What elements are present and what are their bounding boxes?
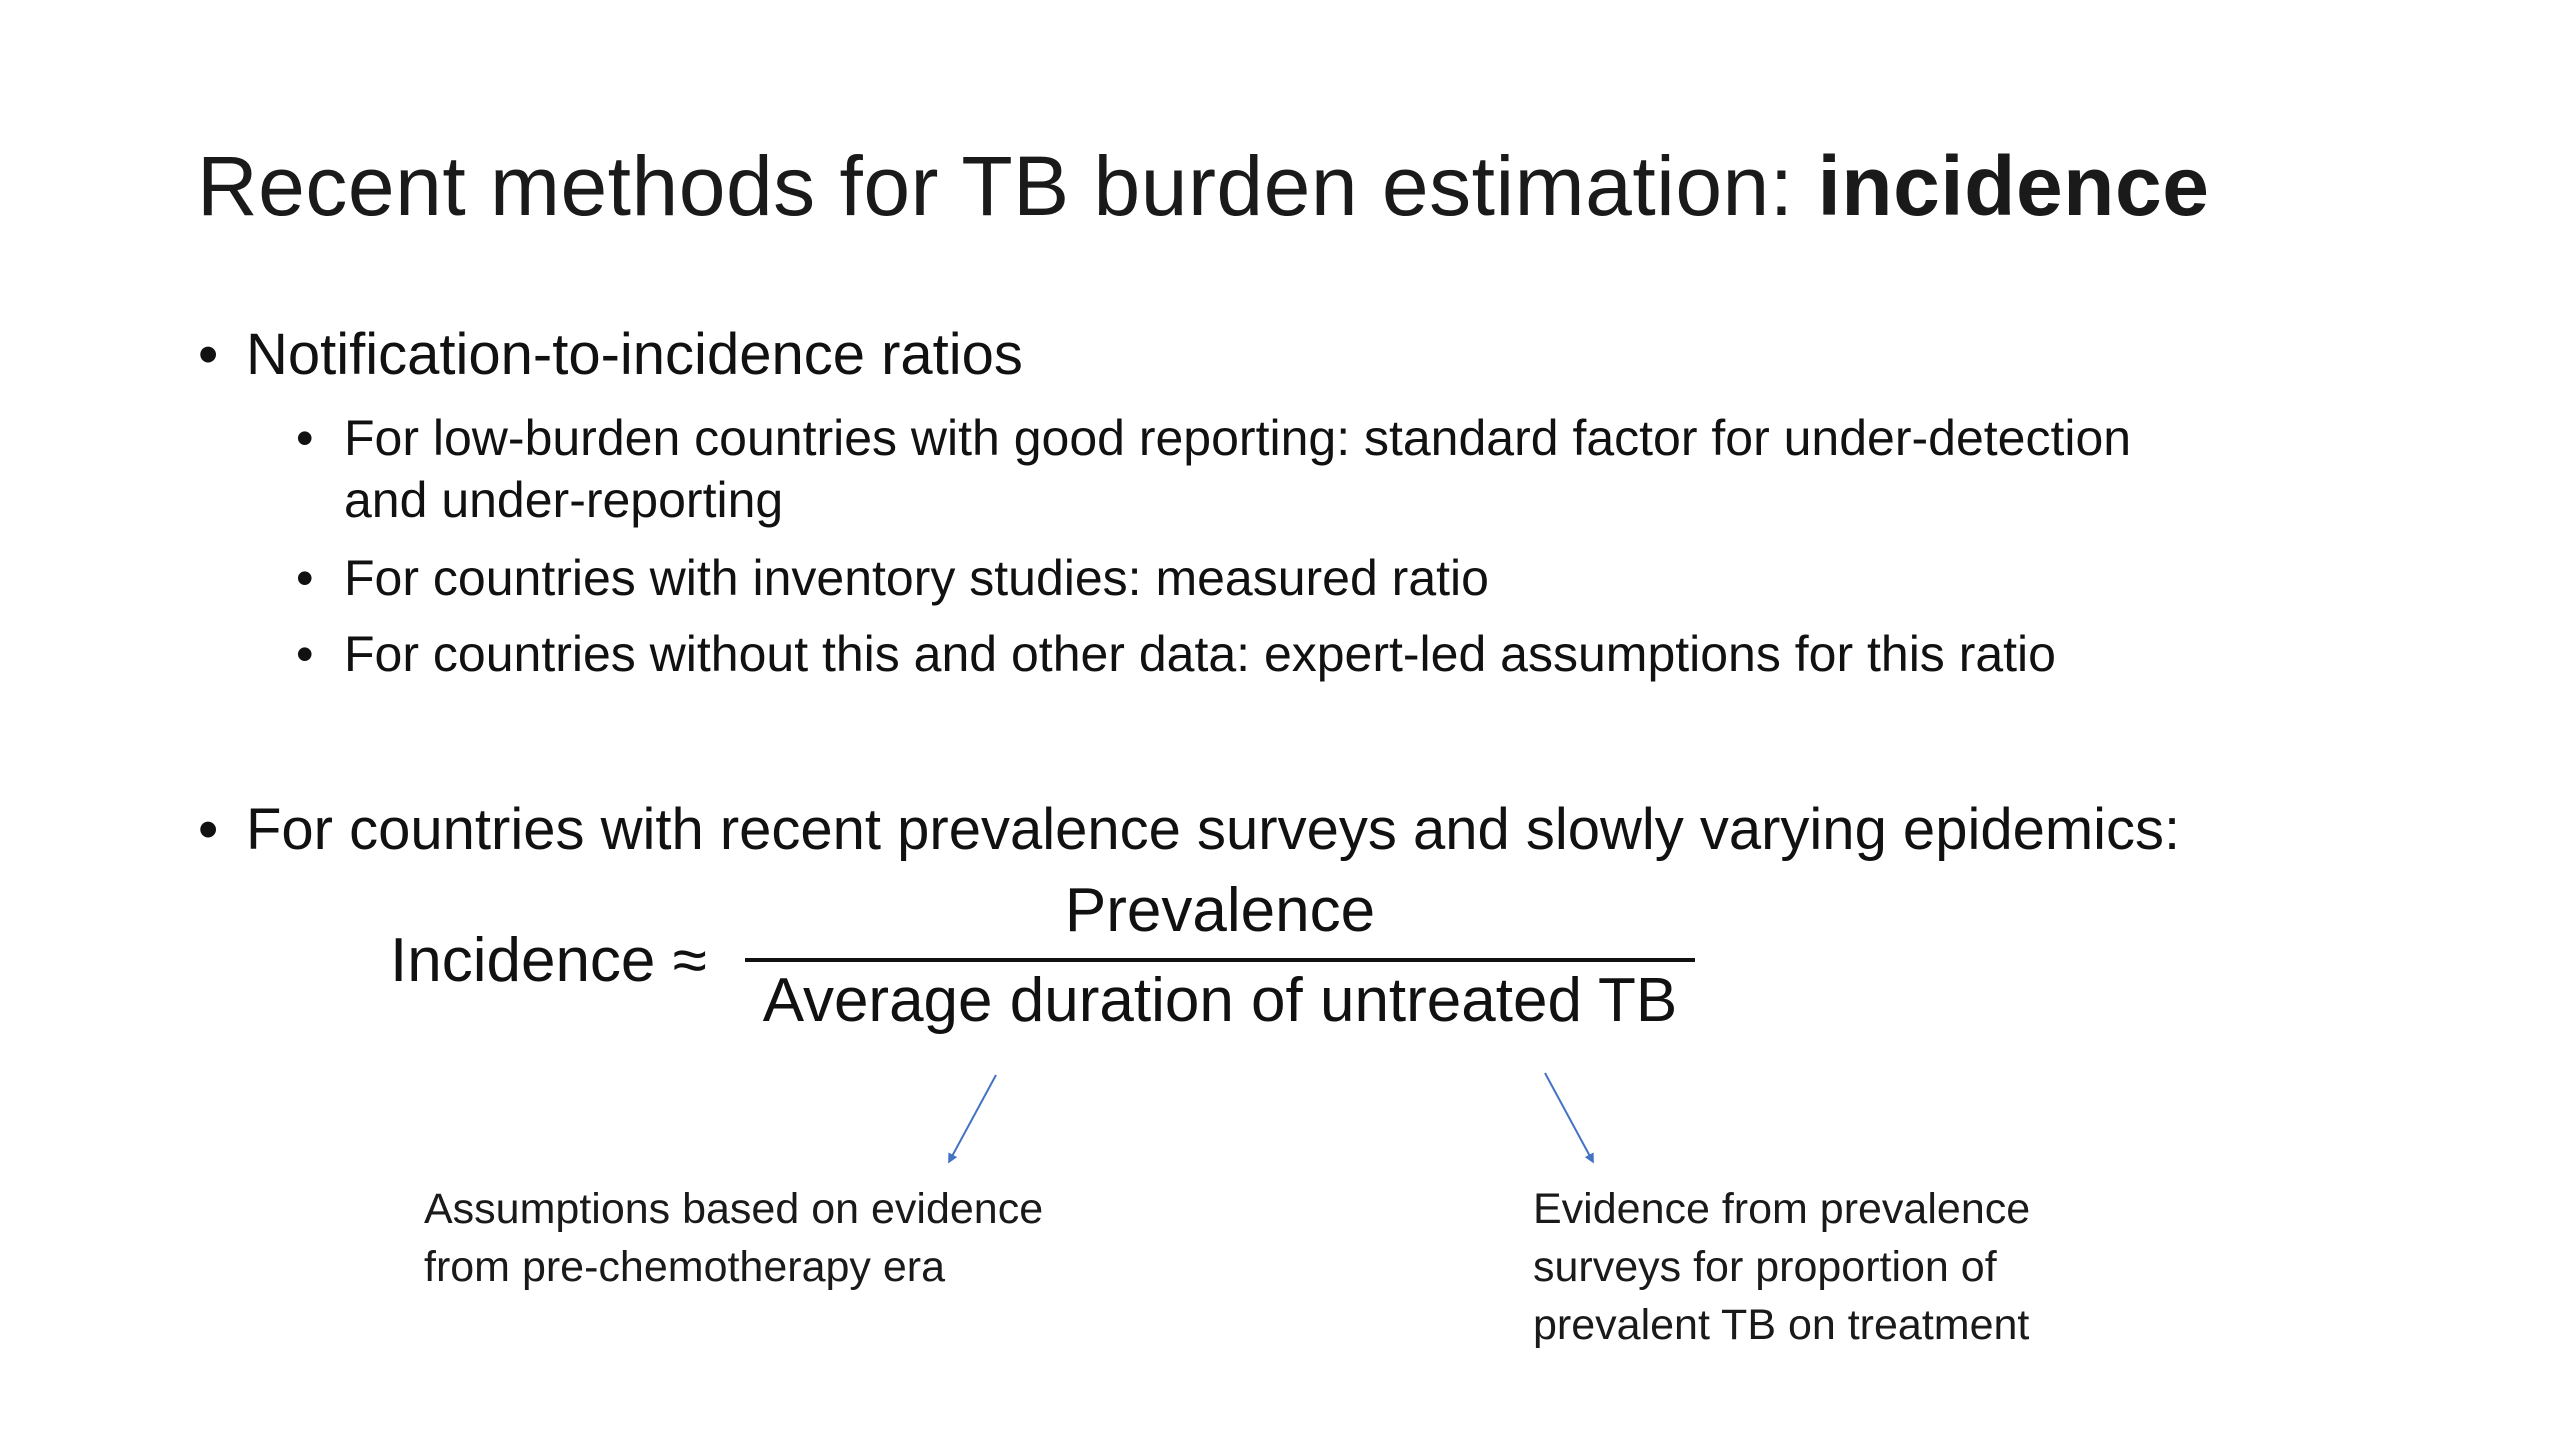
formula-lhs: Incidence ≈	[390, 926, 707, 995]
sub-bullet-text: For countries with inventory studies: measured ratio	[344, 550, 1489, 606]
sub-bullet-text: For countries without this and other data: expert-led assumptions for this ratio	[344, 626, 2056, 682]
slide-title-bold: incidence	[1817, 139, 2210, 233]
slide-title-regular: Recent methods for TB burden estimation:	[197, 139, 1818, 233]
note-left	[424, 1180, 1043, 1296]
bullet-dot: •	[198, 797, 219, 862]
sub-bullet-low-burden-continued: and under-reporting	[344, 472, 784, 528]
note-left-line: from pre-chemotherapy era	[424, 1243, 945, 1291]
sub-bullet-dot: •	[296, 626, 314, 682]
note-right-line: prevalent TB on treatment	[1533, 1301, 2030, 1349]
note-right	[1533, 1180, 2030, 1354]
arrow-left	[950, 1075, 996, 1160]
sub-bullet-dot: •	[296, 410, 314, 466]
bullet-text: Notification-to-incidence ratios	[246, 322, 1023, 387]
sub-bullet-text: For low-burden countries with good reporting: standard factor for under-detection	[344, 410, 2132, 466]
note-left-line: Assumptions based on evidence	[424, 1185, 1044, 1233]
bullet-text: For countries with recent prevalence surveys and slowly varying epidemics:	[246, 797, 2181, 862]
sub-bullet-dot: •	[296, 550, 314, 606]
bullet-dot: •	[198, 322, 219, 387]
formula-denominator: Average duration of untreated TB	[762, 966, 1678, 1035]
formula-numerator: Prevalence	[1064, 876, 1376, 945]
note-right-line: Evidence from prevalence	[1533, 1185, 2031, 1233]
note-right-line: surveys for proportion of	[1533, 1243, 1997, 1291]
arrow-right	[1545, 1073, 1592, 1160]
